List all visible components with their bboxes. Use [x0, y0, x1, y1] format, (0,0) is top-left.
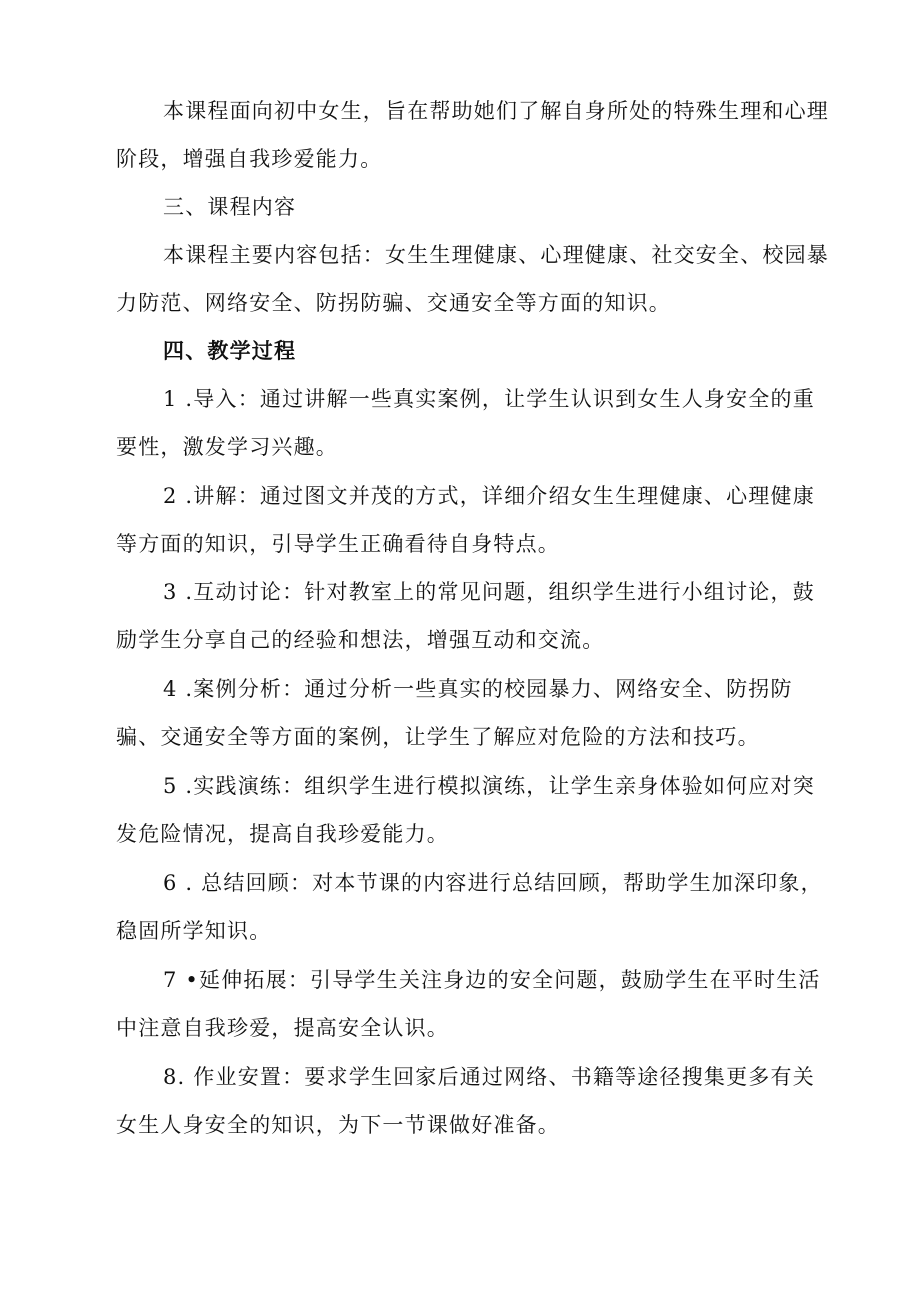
intro-paragraph: 本课程面向初中女生，旨在帮助她们了解自身所处的特殊生理和心理阶段，增强自我珍爱能力。: [116, 99, 829, 171]
section-heading-teaching-process: 四、教学过程: [163, 338, 297, 363]
step-7-paragraph: 7 •延伸拓展：引导学生关注身边的安全问题，鼓励学生在平时生活中注意自我珍爱，提高安全认识。: [116, 968, 821, 1040]
step-4-paragraph: 4 .案例分析：通过分析一些真实的校园暴力、网络安全、防拐防骗、交通安全等方面的案例，让学生了解应对危险的方法和技巧。: [116, 677, 793, 749]
step-2-paragraph: 2 .讲解：通过图文并茂的方式，详细介绍女生生理健康、心理健康等方面的知识，引导学生正确看待自身特点。: [116, 484, 815, 556]
step-8-paragraph: 8. 作业安置：要求学生回家后通过网络、书籍等途径搜集更多有关女生人身安全的知识，为下一节课做好准备。: [116, 1065, 815, 1137]
step-3-paragraph: 3 .互动讨论：针对教室上的常见问题，组织学生进行小组讨论，鼓励学生分享自己的经验和想法，增强互动和交流。: [116, 580, 815, 652]
course-content-paragraph: 本课程主要内容包括：女生生理健康、心理健康、社交安全、校园暴力防范、网络安全、防拐防骗、交通安全等方面的知识。: [116, 243, 829, 315]
step-6-paragraph: 6 . 总结回顾：对本节课的内容进行总结回顾，帮助学生加深印象，稳固所学知识。: [116, 871, 823, 943]
step-5-paragraph: 5 .实践演练：组织学生进行模拟演练，让学生亲身体验如何应对突发危险情况，提高自我珍爱能力。: [116, 774, 815, 846]
section-heading-course-content: 三、课程内容: [163, 195, 297, 219]
step-1-paragraph: 1 .导入：通过讲解一些真实案例，让学生认识到女生人身安全的重要性，激发学习兴趣。: [116, 387, 815, 459]
